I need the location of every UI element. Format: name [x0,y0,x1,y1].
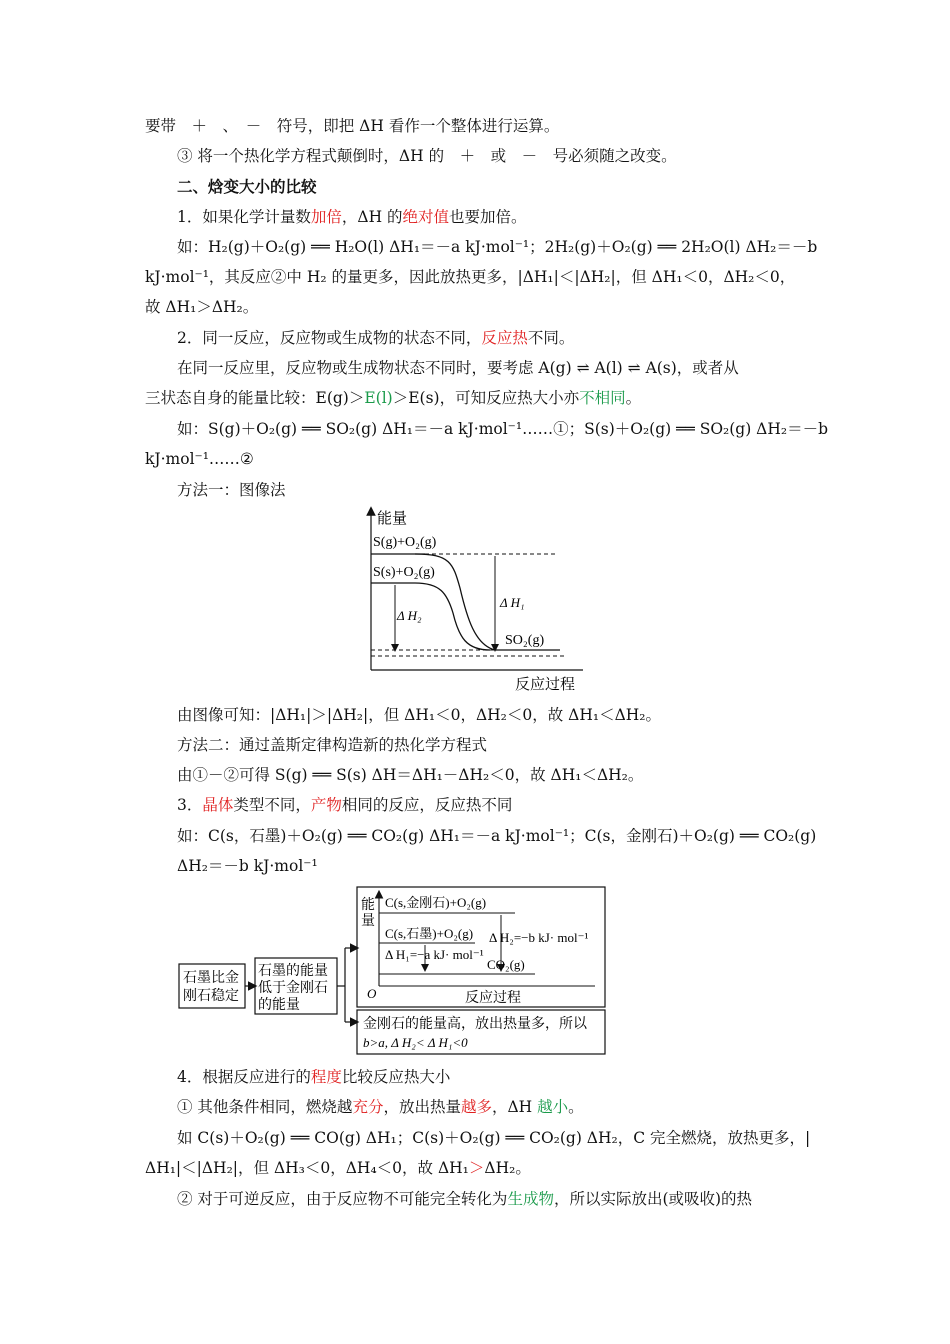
text-line-1 [0,113,950,139]
text-line-24 [0,1186,950,1212]
line-text: 在同一反应里，反应物或生成物状态不同时，要考虑 A(g) ⇌ A(l) ⇌ A(s)，或者从 [177,359,739,377]
section-heading [0,174,950,200]
line-text: 要带 ＋ 、 － 符号，即把 ΔH 看作一个整体进行运算。 [145,117,560,135]
line-text: 如：H₂(g)＋O₂(g) ══ H₂O(l) ΔH₁＝－a kJ·mol⁻¹；2H₂(g)＋O₂(g) ══ 2H₂O(l) ΔH₂＝－b [177,238,818,256]
energy-diagram-sulfur [355,503,595,698]
chart2-ylabel-2: 量 [361,914,375,929]
origin-label: O [367,986,377,1001]
dh2-label: Δ H₂ [397,608,422,623]
chart2-xlabel: 反应过程 [465,991,521,1006]
text-line-10 [0,385,950,411]
product-label: SO₂(g) [505,633,545,648]
level-diamond-label: C(s,金刚石)+O₂(g) [385,895,487,910]
y-axis-label: 能量 [377,511,408,527]
highlight-green: 不相同 [579,389,626,407]
highlight-red: 产物 [310,796,342,814]
text-line-7 [0,294,950,320]
text-line-9 [0,355,950,381]
line-text: ，ΔH 的 [341,208,403,226]
line-text: 比较反应热大小 [341,1068,451,1086]
text-line-8 [0,325,950,351]
text-line-4 [0,204,950,230]
box1-line1: 石墨比金 [183,971,239,986]
line-text: 三状态自身的能量比较：E(g)＞ [145,389,365,407]
line-text: kJ·mol⁻¹，其反应②中 H₂ 的量更多，因此放热更多，|ΔH₁|＜|ΔH₂|，但 ΔH₁＜0，ΔH₂＜0， [145,268,796,286]
text-line-13 [0,477,950,503]
text-line-11 [0,416,950,442]
line-text: ，ΔH [491,1098,538,1116]
line-text: 由图像可知：|ΔH₁|＞|ΔH₂|，但 ΔH₁＜0，ΔH₂＜0，故 ΔH₁＜ΔH₂。 [177,706,662,724]
dh2-label-2: Δ H₂=−b kJ· mol⁻¹ [489,930,589,945]
curve-solid [415,583,490,650]
dh1-label-2: Δ H₁=−a kJ· mol⁻¹ [385,947,484,962]
text-line-5 [0,234,950,260]
line-text: 3． [177,796,203,814]
text-line-15 [0,732,950,758]
line-text: ，放出热量 [383,1098,461,1116]
text-line-2 [0,143,950,169]
line-text: 。 [625,389,642,407]
line-text: 也要加倍。 [449,208,527,226]
highlight-red: 反应热 [481,329,528,347]
line-text: 不同。 [527,329,575,347]
product-co2-label: CO₂(g) [487,957,525,972]
line-text: ③ 将一个热化学方程式颠倒时，ΔH 的 ＋ 或 － 号必须随之改变。 [177,147,677,165]
highlight-green: 生成物 [507,1190,554,1208]
line-text: ① 其他条件相同，燃烧越 [177,1098,353,1116]
level-graphite-label: C(s,石墨)+O₂(g) [385,926,474,941]
level-solid-label: S(s)+O₂(g) [373,565,435,580]
text-line-18 [0,823,950,849]
chart2-ylabel-1: 能 [361,898,375,913]
text-line-22 [0,1125,950,1151]
box1-line2: 刚石稳定 [183,989,239,1004]
text-line-12 [0,446,950,472]
line-text: 故 ΔH₁＞ΔH₂。 [145,298,259,316]
dh1-label: Δ H₁ [500,595,525,610]
text-line-17 [0,792,950,818]
line-text: 相同的反应，反应热不同 [341,796,513,814]
line-text: ，所以实际放出(或吸收)的热 [553,1190,753,1208]
highlight-red: 程度 [310,1068,342,1086]
highlight-red: 充分 [352,1098,384,1116]
line-text: 1．如果化学计量数 [177,208,311,226]
highlight-red: 绝对值 [402,208,450,226]
text-line-23 [0,1155,950,1181]
line-text: ② 对于可逆反应，由于反应物不可能完全转化为 [177,1190,508,1208]
line-text: ΔH₂＝－b kJ·mol⁻¹ [177,857,318,875]
line-text: kJ·mol⁻¹……② [145,450,254,468]
line-text: ΔH₁|＜|ΔH₂|，但 ΔH₃＜0，ΔH₄＜0，故 ΔH₁ [145,1159,469,1177]
level-gas-label: S(g)+O₂(g) [373,535,437,550]
line-text: 如：C(s，石墨)＋O₂(g) ══ CO₂(g) ΔH₁＝－a kJ·mol⁻¹；C(s，金刚石)＋O₂(g) ══ CO₂(g) [177,827,817,845]
text-line-20 [0,1064,950,1090]
line-text: 4．根据反应进行的 [177,1068,311,1086]
line-text: 。 [568,1098,584,1116]
line-text: 类型不同， [233,796,311,814]
text-line-6 [0,264,950,290]
x-axis-label: 反应过程 [515,677,576,693]
box2-line2: 低于金刚石 [258,981,328,996]
line-text: 如 C(s)＋O₂(g) ══ CO(g) ΔH₁；C(s)＋O₂(g) ══ CO₂(g) ΔH₂，C 完全燃烧，放热更多，| [177,1129,811,1147]
line-text: 方法一：图像法 [177,481,286,499]
highlight-red: 加倍 [310,208,342,226]
text-line-19 [0,853,950,879]
line-text: 如：S(g)＋O₂(g) ══ SO₂(g) ΔH₁＝－a kJ·mol⁻¹……①；S(s)＋O₂(g) ══ SO₂(g) ΔH₂＝－b [177,420,829,438]
highlight-red: 越多 [460,1098,492,1116]
highlight-green: 越小 [537,1098,569,1116]
box2-line1: 石墨的能量 [258,964,328,979]
conclusion-line1: 金刚石的能量高，放出热量多，所以 [363,1017,587,1032]
highlight-red: 晶体 [202,796,234,814]
highlight-green: E(l) [364,389,393,407]
flow-diagram-carbon [175,882,615,1060]
text-line-14 [0,702,950,728]
line-text: 2．同一反应，反应物或生成物的状态不同， [177,329,482,347]
conclusion-line2: b>a, Δ H₂< Δ H₁<0 [363,1035,468,1050]
line-text: 方法二：通过盖斯定律构造新的热化学方程式 [177,736,488,754]
text-line-16 [0,762,950,788]
line-text: ＞E(s)，可知反应热大小亦 [392,389,580,407]
line-text: 由①－②可得 S(g) ══ S(s) ΔH＝ΔH₁－ΔH₂＜0，故 ΔH₁＜ΔH₂。 [177,766,644,784]
line-text: ΔH₂。 [484,1159,531,1177]
heading-text: 二、焓变大小的比较 [177,177,317,196]
text-line-21 [0,1094,950,1120]
box2-line3: 的能量 [258,998,300,1013]
highlight-red: ＞ [468,1159,485,1177]
